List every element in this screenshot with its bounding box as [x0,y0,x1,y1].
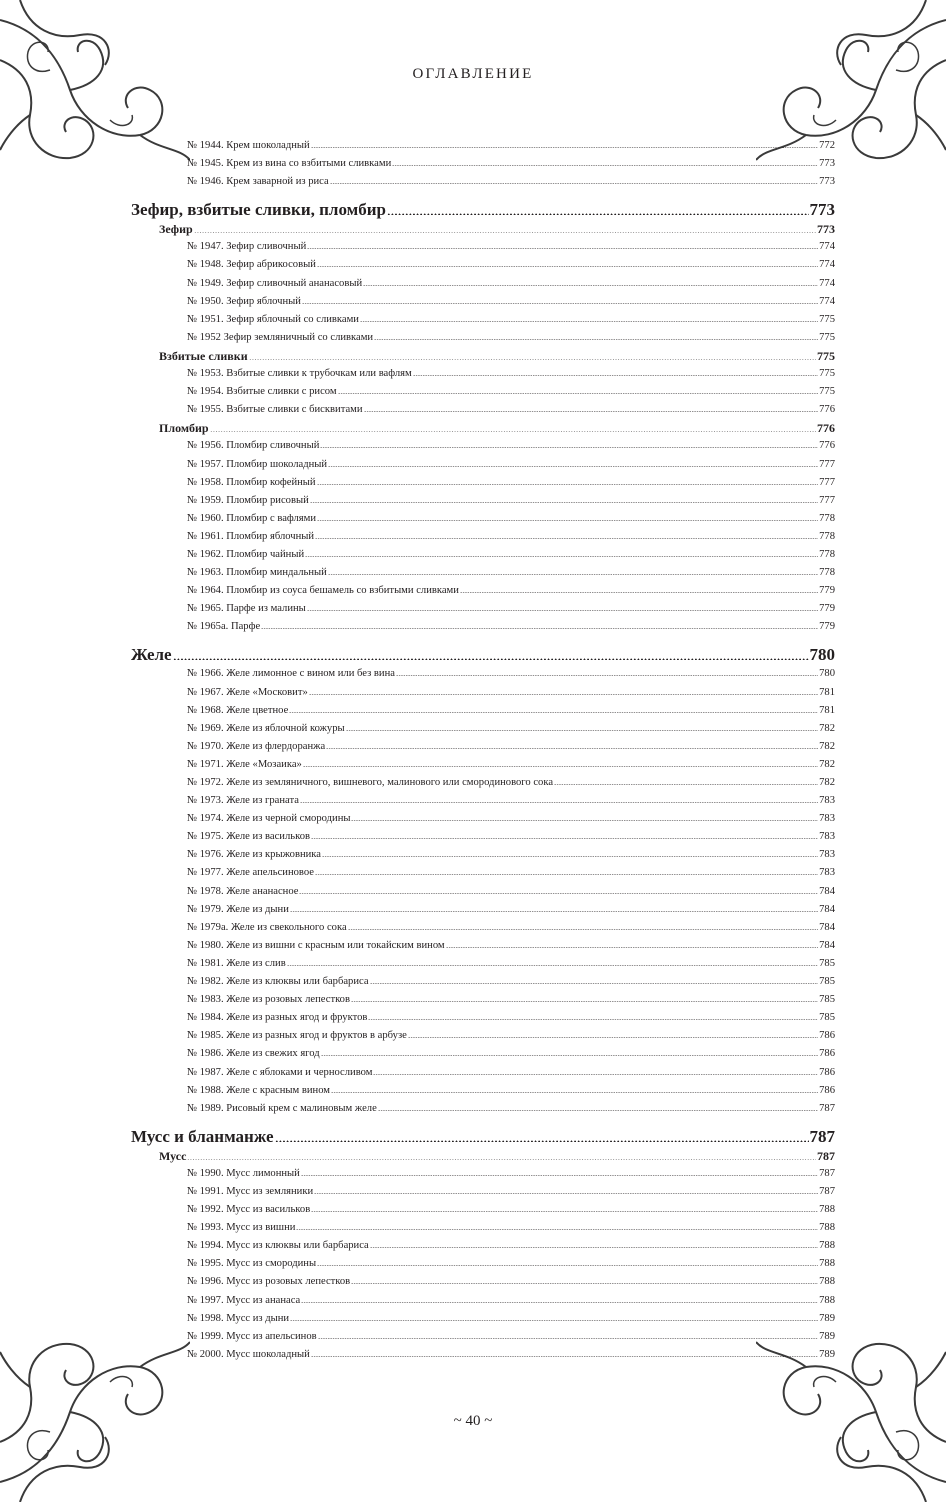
toc-entry[interactable] [131,792,835,810]
toc-title: № 1981. Желе из слив [187,957,286,969]
table-of-contents [131,137,835,1364]
toc-entry[interactable] [131,883,835,901]
toc-page-number: 788 [819,1276,835,1288]
dot-leader [446,947,818,948]
dot-leader [309,694,818,695]
dot-leader [307,248,818,249]
toc-page-number: 779 [819,621,835,633]
toc-title: № 1971. Желе «Мозаика» [187,758,302,770]
toc-title: № 1987. Желе с яблоками и черносливом [187,1066,373,1078]
toc-subsection[interactable] [131,347,835,365]
toc-page-number: 780 [819,668,835,680]
toc-title: Мусс и бланманже [131,1126,274,1146]
dot-leader [368,1019,818,1020]
toc-page-number: 788 [819,1240,835,1252]
toc-entry[interactable] [131,492,835,510]
dot-leader [311,1356,818,1357]
dot-leader [370,983,819,984]
toc-entry[interactable] [131,665,835,683]
toc-entry[interactable] [131,1219,835,1237]
toc-entry[interactable] [131,991,835,1009]
toc-page-number: 786 [819,1084,835,1096]
toc-page-number: 788 [819,1294,835,1306]
toc-page-number: 781 [819,704,835,716]
toc-entry[interactable] [131,456,835,474]
toc-page-number: 787 [819,1185,835,1197]
toc-page-number: 786 [819,1066,835,1078]
toc-entry[interactable] [131,1100,835,1118]
dot-leader [311,838,818,839]
toc-page-number: 785 [819,957,835,969]
toc-entry[interactable] [131,582,835,600]
toc-section[interactable] [131,200,835,220]
toc-entry[interactable] [131,618,835,636]
dot-leader [328,466,818,467]
dot-leader [287,965,818,966]
toc-title: Взбитые сливки [159,348,248,363]
toc-page-number: 785 [819,994,835,1006]
toc-entry[interactable] [131,1064,835,1082]
toc-entry[interactable] [131,901,835,919]
toc-subsection[interactable] [131,220,835,238]
toc-page-number: 779 [819,603,835,615]
dot-leader [290,911,818,912]
dot-leader [348,929,818,930]
toc-page-number: 787 [817,1148,835,1163]
toc-title: № 1973. Желе из граната [187,795,299,807]
toc-title: № 1966. Желе лимонное с вином или без вина [187,668,395,680]
toc-page-number: 780 [809,645,835,665]
toc-title: № 1945. Крем из вина со взбитыми сливками [187,158,392,170]
toc-entry[interactable] [131,1328,835,1346]
toc-entry[interactable] [131,756,835,774]
toc-entry[interactable] [131,474,835,492]
dot-leader [318,1338,818,1339]
toc-page-number: 783 [819,867,835,879]
dot-leader [310,502,818,503]
dot-leader [364,411,819,412]
toc-page-number: 773 [809,200,835,220]
toc-page-number: 774 [819,259,835,271]
toc-page-number: 775 [819,331,835,343]
toc-title: № 1982. Желе из клюквы или барбариса [187,976,369,988]
toc-title: № 1965а. Парфе [187,621,261,633]
toc-entry[interactable] [131,510,835,528]
dot-leader [322,856,818,857]
toc-entry[interactable] [131,738,835,756]
toc-page-number: 778 [819,567,835,579]
dot-leader [373,1074,818,1075]
toc-title: № 1995. Мусс из смородины [187,1258,317,1270]
toc-page-number: 787 [809,1126,835,1146]
toc-entry[interactable] [131,684,835,702]
toc-page-number: 784 [819,939,835,951]
dot-leader [302,303,818,304]
toc-page-number: 776 [819,404,835,416]
toc-page-number: 785 [819,1012,835,1024]
dot-leader [378,1110,818,1111]
dot-leader [351,1001,818,1002]
toc-entry[interactable] [131,937,835,955]
toc-page-number: 778 [819,548,835,560]
toc-page-number: 786 [819,1030,835,1042]
toc-entry[interactable] [131,1082,835,1100]
dot-leader [346,730,818,731]
dot-leader [314,1193,818,1194]
dot-leader [296,1229,818,1230]
dot-leader [330,183,818,184]
toc-title: № 1979а. Желе из свекольного сока [187,921,347,933]
toc-entry[interactable] [131,1183,835,1201]
toc-title: № 1970. Желе из флердоранжа [187,740,326,752]
toc-page-number: 782 [819,758,835,770]
toc-page-number: 773 [819,158,835,170]
toc-page-number: 789 [819,1330,835,1342]
toc-section[interactable] [131,645,835,665]
toc-page-number: 783 [819,831,835,843]
toc-entry[interactable] [131,1201,835,1219]
toc-page-number: 788 [819,1258,835,1270]
dot-leader [249,359,816,360]
toc-title: № 1978. Желе ананасное [187,885,299,897]
toc-entry[interactable] [131,1255,835,1273]
toc-page-number: 785 [819,976,835,988]
toc-title: № 1955. Взбитые сливки с бисквитами [187,404,363,416]
toc-title: № 1957. Пломбир шоколадный [187,458,328,470]
toc-page-number: 775 [819,313,835,325]
toc-title: № 1960. Пломбир с вафлями [187,512,317,524]
dot-leader [331,1092,818,1093]
toc-page-number: 781 [819,686,835,698]
dot-leader [311,147,818,148]
dot-leader [290,1320,818,1321]
toc-entry[interactable] [131,137,835,155]
dot-leader [363,285,818,286]
toc-page-number: 775 [819,386,835,398]
toc-entry[interactable] [131,1237,835,1255]
toc-title: № 1951. Зефир яблочный со сливками [187,313,359,325]
dot-leader [396,675,818,676]
toc-page-number: 789 [819,1348,835,1360]
toc-entry[interactable] [131,437,835,455]
dot-leader [321,1055,818,1056]
toc-title: № 1969. Желе из яблочной кожуры [187,722,345,734]
dot-leader [187,1159,816,1160]
toc-entry[interactable] [131,1346,835,1364]
dot-leader [328,574,818,575]
toc-page-number: 784 [819,885,835,897]
toc-entry[interactable] [131,155,835,173]
dot-leader [408,1037,818,1038]
dot-leader [315,538,818,539]
toc-title: № 1989. Рисовый крем с малиновым желе [187,1102,377,1114]
toc-entry[interactable] [131,293,835,311]
toc-page-number: 789 [819,1312,835,1324]
dot-leader [317,520,818,521]
dot-leader [317,1265,818,1266]
toc-title: № 1998. Мусс из дыни [187,1312,290,1324]
dot-leader [392,165,818,166]
toc-title: Зефир [159,222,193,237]
dot-leader [554,784,818,785]
toc-entry[interactable] [131,1292,835,1310]
toc-entry[interactable] [131,1165,835,1183]
toc-title: № 1947. Зефир сливочный [187,241,307,253]
dot-leader [326,748,818,749]
toc-entry[interactable] [131,1273,835,1291]
toc-title: № 1984. Желе из разных ягод и фруктов [187,1012,368,1024]
dot-leader [275,1140,809,1142]
toc-entry[interactable] [131,401,835,419]
dot-leader [315,874,818,875]
toc-page-number: 779 [819,585,835,597]
toc-title: № 1953. Взбитые сливки к трубочкам или вафлям [187,368,412,380]
dot-leader [194,232,816,233]
toc-title: № 1958. Пломбир кофейный [187,476,316,488]
toc-title: № 1999. Мусс из апельсинов [187,1330,317,1342]
dot-leader [261,628,818,629]
toc-title: № 1992. Мусс из васильков [187,1204,311,1216]
dot-leader [317,266,818,267]
toc-entry[interactable] [131,1045,835,1063]
toc-page-number: 787 [819,1102,835,1114]
toc-subsection[interactable] [131,419,835,437]
toc-title: № 1954. Взбитые сливки с рисом [187,386,337,398]
toc-entry[interactable] [131,275,835,293]
toc-title: № 1964. Пломбир из соуса бешамель со взбитыми сливками [187,585,459,597]
toc-entry[interactable] [131,311,835,329]
toc-entry[interactable] [131,256,835,274]
toc-entry[interactable] [131,955,835,973]
toc-entry[interactable] [131,1310,835,1328]
toc-title: Пломбир [159,421,209,436]
toc-page-number: 786 [819,1048,835,1060]
toc-entry[interactable] [131,238,835,256]
toc-page-number: 778 [819,512,835,524]
dot-leader [351,820,818,821]
toc-entry[interactable] [131,864,835,882]
dot-leader [173,658,809,660]
dot-leader [374,339,818,340]
toc-entry[interactable] [131,173,835,191]
toc-title: № 1976. Желе из крыжовника [187,849,321,861]
toc-page-number: 776 [819,440,835,452]
toc-title: № 1980. Желе из вишни с красным или токайским вином [187,939,445,951]
toc-page-number: 772 [819,140,835,151]
toc-title: № 1952 Зефир земляничный со сливками [187,331,374,343]
toc-title: № 1946. Крем заварной из риса [187,176,329,188]
toc-page-number: 774 [819,241,835,253]
toc-page-number: 773 [819,176,835,188]
toc-page-number: 778 [819,530,835,542]
dot-leader [360,321,818,322]
dot-leader [387,213,809,215]
toc-title: № 1944. Крем шоколадный [187,140,310,151]
toc-page-number: 783 [819,795,835,807]
toc-title: Зефир, взбитые сливки, пломбир [131,200,386,220]
toc-title: № 1961. Пломбир яблочный [187,530,315,542]
dot-leader [460,592,818,593]
dot-leader [210,431,816,432]
dot-leader [305,556,818,557]
toc-title: № 1990. Мусс лимонный [187,1167,300,1179]
toc-section[interactable] [131,1127,835,1147]
dot-leader [351,1283,818,1284]
dot-leader [301,1175,818,1176]
toc-entry[interactable] [131,329,835,347]
toc-title: № 2000. Мусс шоколадный [187,1348,310,1360]
toc-page-number: 776 [817,421,835,436]
dot-leader [311,1211,818,1212]
toc-subsection[interactable] [131,1147,835,1165]
toc-entry[interactable] [131,828,835,846]
toc-title: № 1994. Мусс из клюквы или барбариса [187,1240,369,1252]
toc-page-number: 777 [819,494,835,506]
toc-page-number: 788 [819,1222,835,1234]
toc-title: № 1968. Желе цветное [187,704,289,716]
toc-entry[interactable] [131,564,835,582]
toc-entry[interactable] [131,702,835,720]
toc-entry[interactable] [131,774,835,792]
toc-title: № 1988. Желе с красным вином [187,1084,331,1096]
toc-title: № 1991. Мусс из земляники [187,1185,314,1197]
toc-title: № 1972. Желе из земляничного, вишневого, малинового или смородинового сока [187,777,554,788]
dot-leader [289,712,818,713]
dot-leader [370,1247,818,1248]
toc-title: Мусс [159,1148,187,1163]
dot-leader [338,393,819,394]
toc-page-number: 784 [819,921,835,933]
toc-page-number: 783 [819,849,835,861]
toc-entry[interactable] [131,383,835,401]
toc-title: № 1996. Мусс из розовых лепестков [187,1276,351,1288]
toc-page-number: 782 [819,777,835,788]
toc-title: № 1948. Зефир абрикосовый [187,259,316,271]
toc-title: № 1949. Зефир сливочный ананасовый [187,277,363,289]
dot-leader [299,893,818,894]
toc-title: № 1983. Желе из розовых лепестков [187,994,350,1006]
page-title: ОГЛАВЛЕНИЕ [412,66,534,82]
toc-entry[interactable] [131,810,835,828]
toc-entry[interactable] [131,720,835,738]
toc-entry[interactable] [131,600,835,618]
toc-title: № 1979. Желе из дыни [187,903,289,915]
toc-title: № 1950. Зефир яблочный [187,295,301,307]
toc-entry[interactable] [131,919,835,937]
toc-page-number: 773 [817,222,835,237]
toc-title: № 1993. Мусс из вишни [187,1222,296,1234]
toc-entry[interactable] [131,528,835,546]
dot-leader [317,484,819,485]
toc-page-number: 784 [819,903,835,915]
toc-entry[interactable] [131,365,835,383]
toc-page-number: 782 [819,722,835,734]
toc-page-number: 777 [819,458,835,470]
toc-entry[interactable] [131,1027,835,1045]
toc-page-number: 783 [819,813,835,825]
toc-title: № 1965. Парфе из малины [187,603,306,615]
toc-title: № 1997. Мусс из ананаса [187,1294,301,1306]
dot-leader [303,766,818,767]
toc-page-number: 774 [819,277,835,289]
toc-title: № 1959. Пломбир рисовый [187,494,309,506]
toc-title: № 1977. Желе апельсиновое [187,867,314,879]
toc-title: Желе [131,645,172,665]
toc-entry[interactable] [131,546,835,564]
toc-title: № 1986. Желе из свежих ягод [187,1048,320,1060]
toc-page-number: 775 [819,368,835,380]
toc-title: № 1963. Пломбир миндальный [187,567,327,579]
dot-leader [413,375,818,376]
toc-title: № 1974. Желе из черной смородины [187,813,351,825]
toc-title: № 1975. Желе из васильков [187,831,310,843]
page-number: ~ 40 ~ [453,1413,493,1429]
toc-page-number: 787 [819,1167,835,1179]
toc-page-number: 774 [819,295,835,307]
dot-leader [300,802,818,803]
dot-leader [320,447,818,448]
toc-title: № 1956. Пломбир сливочный [187,440,320,452]
toc-page-number: 788 [819,1204,835,1216]
toc-page-number: 782 [819,740,835,752]
dot-leader [307,610,818,611]
toc-title: № 1985. Желе из разных ягод и фруктов в арбузе [187,1030,407,1042]
toc-title: № 1962. Пломбир чайный [187,548,305,560]
toc-entry[interactable] [131,846,835,864]
toc-title: № 1967. Желе «Московит» [187,686,308,698]
toc-entry[interactable] [131,973,835,991]
toc-page-number: 775 [817,348,835,363]
toc-page-number: 777 [819,476,835,488]
dot-leader [301,1302,818,1303]
toc-entry[interactable] [131,1009,835,1027]
